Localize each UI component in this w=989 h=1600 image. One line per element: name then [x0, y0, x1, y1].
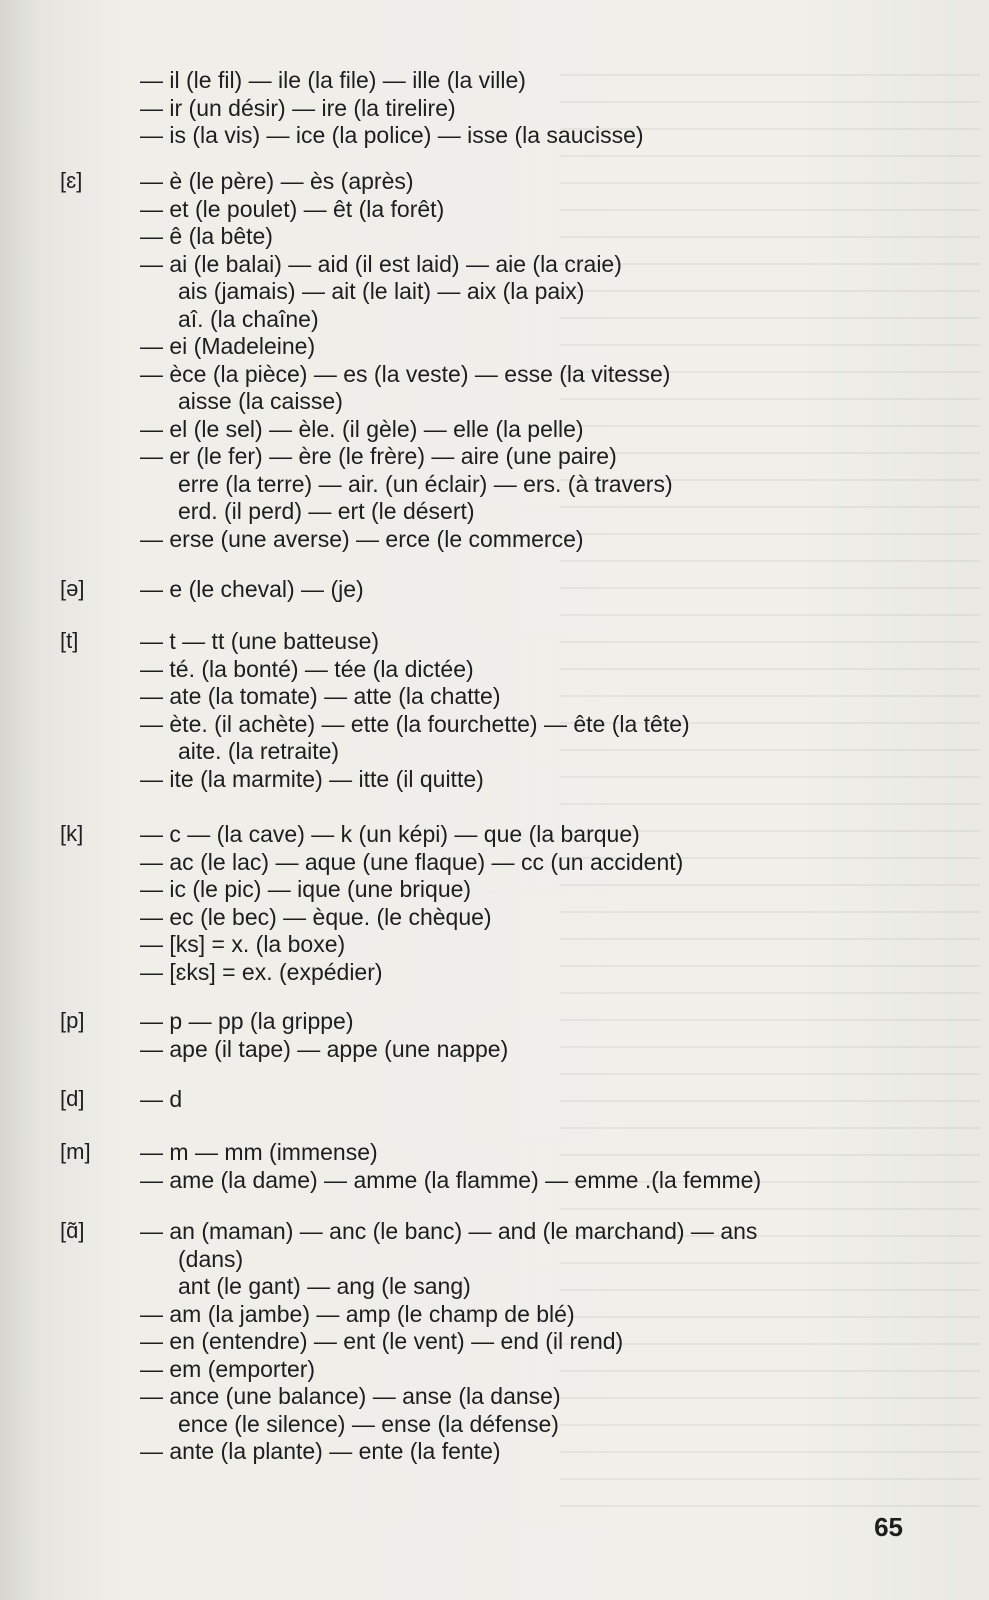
- show-through-text: [560, 60, 980, 1510]
- spelling-line: — ai (le balai) — aid (il est laid) — aie (la craie): [140, 250, 622, 277]
- spelling-line: — ame (la dame) — amme (la flamme) — emme .(la femme): [140, 1166, 762, 1193]
- spelling-line: — et (le poulet) — êt (la forêt): [140, 195, 445, 222]
- spelling-line: — té. (la bonté) — tée (la dictée): [140, 655, 474, 682]
- spelling-line: — [ɛks] = ex. (expédier): [140, 958, 383, 985]
- spelling-line: — ic (le pic) — ique (une brique): [140, 876, 472, 902]
- spelling-line: — er (le fer) — ère (le frère) — aire (une paire): [140, 443, 617, 469]
- spelling-line: — ate (la tomate) — atte (la chatte): [140, 683, 501, 709]
- spelling-line: — [ks] = x. (la boxe): [140, 931, 346, 957]
- spelling-line: — em (emporter): [140, 1355, 316, 1382]
- spelling-line: — erse (une averse) — erce (le commerce): [140, 525, 584, 552]
- phoneme-label: [k]: [60, 821, 84, 846]
- spelling-line: erre (la terre) — air. (un éclair) — ers. (à travers): [178, 470, 673, 497]
- spelling-line: aî. (la chaîne): [178, 305, 319, 332]
- spelling-line: — èce (la pièce) — es (la veste) — esse (la vitesse): [140, 360, 671, 387]
- spelling-line: — ante (la plante) — ente (la fente): [140, 1438, 501, 1464]
- spelling-line: — el (le sel) — èle. (il gèle) — elle (la pelle): [140, 415, 584, 442]
- spelling-line: — ape (il tape) — appe (une nappe): [140, 1035, 509, 1062]
- phoneme-label: [ə]: [60, 576, 85, 601]
- phoneme-label: [d]: [60, 1086, 85, 1111]
- spelling-line: — an (maman) — anc (le banc) — and (le marchand) — ans: [140, 1218, 758, 1244]
- phoneme-label: [t]: [60, 628, 79, 653]
- phoneme-label: [ɛ]: [60, 168, 83, 193]
- phoneme-label: [m]: [60, 1139, 91, 1164]
- spelling-line: — ète. (il achète) — ette (la fourchette) — ête (la tête): [140, 710, 690, 737]
- spelling-line: — is (la vis) — ice (la police) — isse (la saucisse): [140, 122, 644, 148]
- spelling-line: — p — pp (la grippe): [140, 1008, 354, 1034]
- spelling-line: — m — mm (immense): [140, 1139, 378, 1165]
- spelling-line: — il (le fil) — ile (la file) — ille (la ville): [140, 67, 526, 93]
- spelling-line: erd. (il perd) — ert (le désert): [178, 498, 475, 524]
- spelling-line: — am (la jambe) — amp (le champ de blé): [140, 1300, 575, 1327]
- phoneme-label: [ɑ̃]: [60, 1218, 85, 1243]
- spelling-line: — è (le père) — ès (après): [140, 168, 414, 194]
- spelling-line: (dans): [178, 1245, 244, 1272]
- spelling-line: — c — (la cave) — k (un képi) — que (la barque): [140, 821, 640, 847]
- spelling-line: aisse (la caisse): [178, 388, 343, 414]
- spelling-line: aite. (la retraite): [178, 738, 340, 764]
- spelling-line: — e (le cheval) — (je): [140, 576, 364, 602]
- spelling-line: — ê (la bête): [140, 223, 273, 249]
- spelling-line: — ance (une balance) — anse (la danse): [140, 1383, 561, 1409]
- spelling-line: ais (jamais) — ait (le lait) — aix (la paix): [178, 278, 585, 304]
- phoneme-label: [p]: [60, 1008, 85, 1033]
- spelling-line: — en (entendre) — ent (le vent) — end (il rend): [140, 1328, 624, 1354]
- spelling-line: ence (le silence) — ense (la défense): [178, 1410, 559, 1437]
- spelling-line: — ei (Madeleine): [140, 333, 316, 359]
- spelling-line: — ite (la marmite) — itte (il quitte): [140, 765, 484, 792]
- page-number: 65: [874, 1512, 903, 1542]
- spelling-line: — ac (le lac) — aque (une flaque) — cc (un accident): [140, 848, 684, 875]
- spelling-line: — t — tt (une batteuse): [140, 628, 380, 654]
- spelling-line: ant (le gant) — ang (le sang): [178, 1273, 471, 1299]
- spelling-line: — ec (le bec) — èque. (le chèque): [140, 903, 492, 930]
- spelling-line: — ir (un désir) — ire (la tirelire): [140, 94, 456, 121]
- spelling-line: — d: [140, 1086, 183, 1112]
